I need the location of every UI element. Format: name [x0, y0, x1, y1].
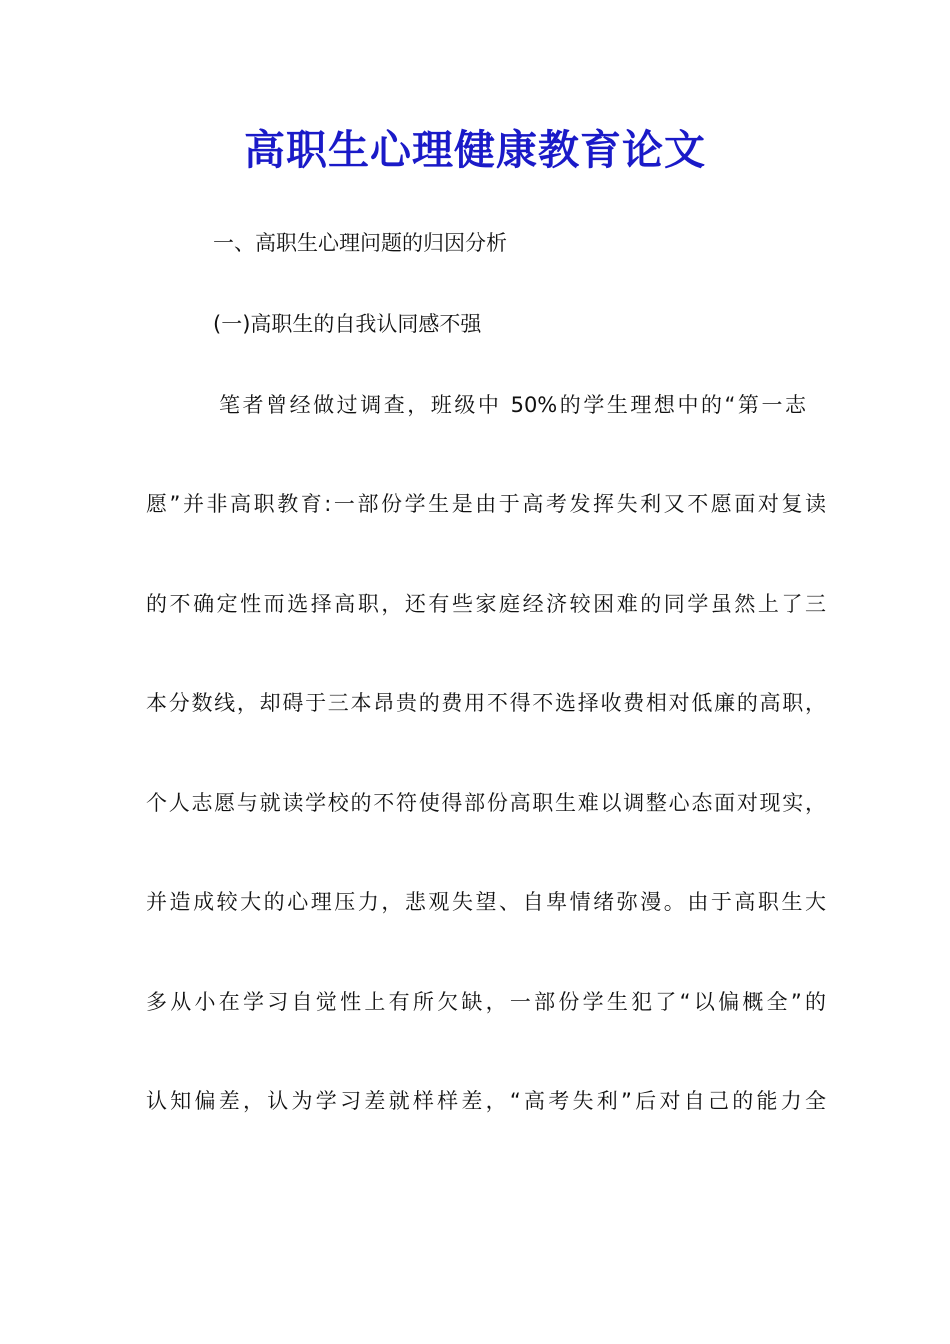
section-heading: 一、高职生心理问题的归因分析 [213, 231, 507, 255]
paragraph-line: 的不确定性而选择高职，还有些家庭经济较困难的同学虽然上了三 [146, 592, 826, 616]
paragraph-line: 并造成较大的心理压力，悲观失望、自卑情绪弥漫。由于高职生大 [146, 890, 826, 914]
document-title: 高职生心理健康教育论文 [244, 126, 706, 174]
subsection-heading: (一)高职生的自我认同感不强 [213, 312, 482, 336]
paragraph-line: 笔者曾经做过调查，班级中 50%的学生理想中的“第一志 [219, 393, 806, 417]
paragraph-line: 本分数线，却碍于三本昂贵的费用不得不选择收费相对低廉的高职， [146, 691, 826, 715]
paragraph-line: 多从小在学习自觉性上有所欠缺，一部份学生犯了“以偏概全”的 [146, 990, 826, 1014]
paragraph-line: 个人志愿与就读学校的不符使得部份高职生难以调整心态面对现实， [146, 791, 826, 815]
paragraph-line: 愿”并非高职教育:一部份学生是由于高考发挥失利又不愿面对复读 [146, 492, 826, 516]
paragraph-line: 认知偏差，认为学习差就样样差，“高考失利”后对自己的能力全 [146, 1089, 826, 1113]
